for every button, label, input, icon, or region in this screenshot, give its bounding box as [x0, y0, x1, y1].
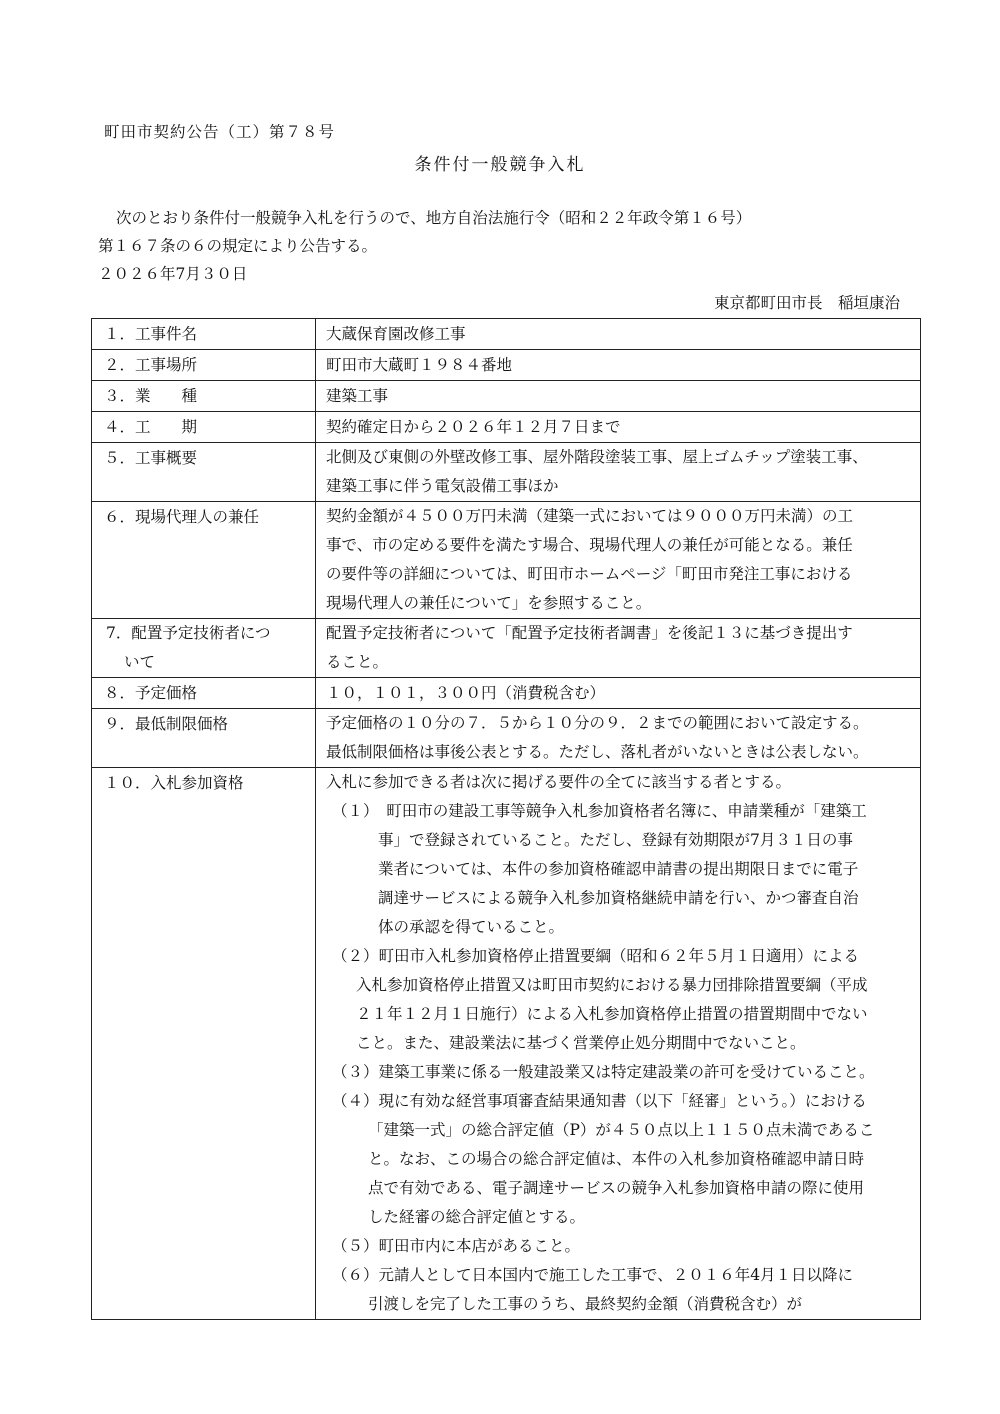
text-line: 事」で登録されていること。ただし、登録有効期限が7月３１日の事	[378, 831, 853, 849]
row-label-engineer	[92, 619, 316, 678]
text-line: 建築工事に伴う電気設備工事ほか	[326, 477, 559, 495]
text-line: いて	[124, 653, 156, 671]
row-label-location: ２．工事場所	[92, 350, 316, 381]
table-row	[92, 768, 921, 1320]
text-line: 入札参加資格停止措置又は町田市契約における暴力団排除措置要綱（平成	[356, 976, 868, 994]
table-row	[92, 678, 921, 709]
row-label-qualifications: １０．入札参加資格	[92, 768, 316, 1320]
document-title: 条件付一般競争入札	[414, 155, 586, 175]
notice-number: 町田市契約公告（工）第７８号	[104, 123, 336, 141]
text-line: 入札に参加できる者は次に掲げる要件の全てに該当する者とする。	[326, 773, 792, 791]
text-line: 事で、市の定める要件を満たす場合、現場代理人の兼任が可能となる。兼任	[326, 536, 853, 554]
text-line: （５）町田市内に本店があること。	[332, 1237, 581, 1255]
row-label-project-name: １．工事件名	[92, 319, 316, 350]
intro-line-2: 第１６７条の６の規定により公告する。	[98, 237, 378, 255]
row-value-estimated-price: １０，１０１，３００円（消費税含む）	[316, 678, 921, 709]
text-line: こと。また、建設業法に基づく営業停止処分期間中でないこと。	[356, 1034, 806, 1052]
text-line: と。なお、この場合の総合評定値は、本件の入札参加資格確認申請日時	[368, 1150, 865, 1168]
row-value-project-name: 大蔵保育園改修工事	[316, 319, 921, 350]
text-line: （６）元請人として日本国内で施工した工事で、２０１６年4月１日以降に	[332, 1266, 854, 1284]
qualification-item-6	[326, 1261, 912, 1319]
row-value-outline	[316, 443, 921, 502]
row-value-qualifications	[316, 768, 921, 1320]
text-line: 北側及び東側の外壁改修工事、屋外階段塗装工事、屋上ゴムチップ塗装工事、	[326, 448, 868, 466]
text-line: （２）町田市入札参加資格停止措置要綱（昭和６２年５月１日適用）による	[332, 947, 860, 965]
text-line: ること。	[326, 653, 389, 671]
table-row	[92, 502, 921, 619]
intro-line-1: 次のとおり条件付一般競争入札を行うので、地方自治法施行令（昭和２２年政令第１６号）	[116, 209, 752, 227]
text-line: 現場代理人の兼任について」を参照すること。	[326, 594, 652, 612]
row-value-engineer	[316, 619, 921, 678]
row-value-period: 契約確定日から２０２６年１２月７日まで	[316, 412, 921, 443]
row-label-outline: ５．工事概要	[92, 443, 316, 502]
text-line: 点で有効である、電子調達サービスの競争入札参加資格申請の際に使用	[368, 1179, 865, 1197]
conditions-table	[91, 318, 921, 1320]
row-label-business-type: ３．業 種	[92, 381, 316, 412]
table-row	[92, 350, 921, 381]
text-line: 最低制限価格は事後公表とする。ただし、落札者がいないときは公表しない。	[326, 743, 869, 761]
row-label-estimated-price: ８．予定価格	[92, 678, 316, 709]
text-line: （１） 町田市の建設工事等競争入札参加資格者名簿に、申請業種が「建築工	[332, 802, 867, 820]
row-label-site-agent: ６．現場代理人の兼任	[92, 502, 316, 619]
text-line: （４）現に有効な経営事項審査結果通知書（以下「経審」という。）における	[332, 1092, 867, 1110]
text-line: 調達サービスによる競争入札参加資格継続申請を行い、かつ審査自治	[378, 889, 859, 907]
qualification-item-2	[326, 942, 912, 1058]
table-row	[92, 619, 921, 678]
row-value-business-type: 建築工事	[316, 381, 921, 412]
table-row	[92, 443, 921, 502]
row-value-location: 町田市大蔵町１９８４番地	[316, 350, 921, 381]
intro-paragraph	[98, 204, 928, 260]
text-line: の要件等の詳細については、町田市ホームページ「町田市発注工事における	[326, 565, 853, 583]
row-value-site-agent	[316, 502, 921, 619]
text-line: 配置予定技術者について「配置予定技術者調書」を後記１３に基づき提出す	[326, 624, 853, 642]
table-row	[92, 319, 921, 350]
qualification-item-5	[326, 1232, 912, 1261]
text-line: ２１年１２月１日施行）による入札参加資格停止措置の措置期間中でない	[356, 1005, 868, 1023]
text-line: 契約金額が４５００万円未満（建築一式においては９０００万円未満）の工	[326, 507, 854, 525]
text-line: （３）建築工事業に係る一般建設業又は特定建設業の許可を受けていること。	[332, 1063, 875, 1081]
text-line: 引渡しを完了した工事のうち、最終契約金額（消費税含む）が	[368, 1295, 803, 1313]
qualification-item-3	[326, 1058, 912, 1087]
text-line: 7．配置予定技術者につ	[106, 624, 271, 642]
row-value-minimum-price	[316, 709, 921, 768]
table-row	[92, 709, 921, 768]
text-line: 「建築一式」の総合評定値（P）が４５０点以上１１５０点未満であるこ	[368, 1121, 875, 1139]
table-row	[92, 412, 921, 443]
text-line: 予定価格の１０分の７．５から１０分の９．２までの範囲において設定する。	[326, 714, 869, 732]
row-label-period: ４．工 期	[92, 412, 316, 443]
issuer: 東京都町田市長 稲垣康治	[713, 294, 900, 312]
qualification-item-4	[326, 1087, 912, 1232]
row-label-minimum-price: ９．最低制限価格	[92, 709, 316, 768]
qualification-item-1	[326, 797, 912, 942]
issue-date: ２０２６年7月３０日	[98, 265, 248, 283]
table-row	[92, 381, 921, 412]
text-line: した経審の総合評定値とする。	[368, 1208, 586, 1226]
text-line: 業者については、本件の参加資格確認申請書の提出期限日までに電子	[378, 860, 859, 878]
text-line: 体の承認を得ていること。	[378, 918, 565, 936]
